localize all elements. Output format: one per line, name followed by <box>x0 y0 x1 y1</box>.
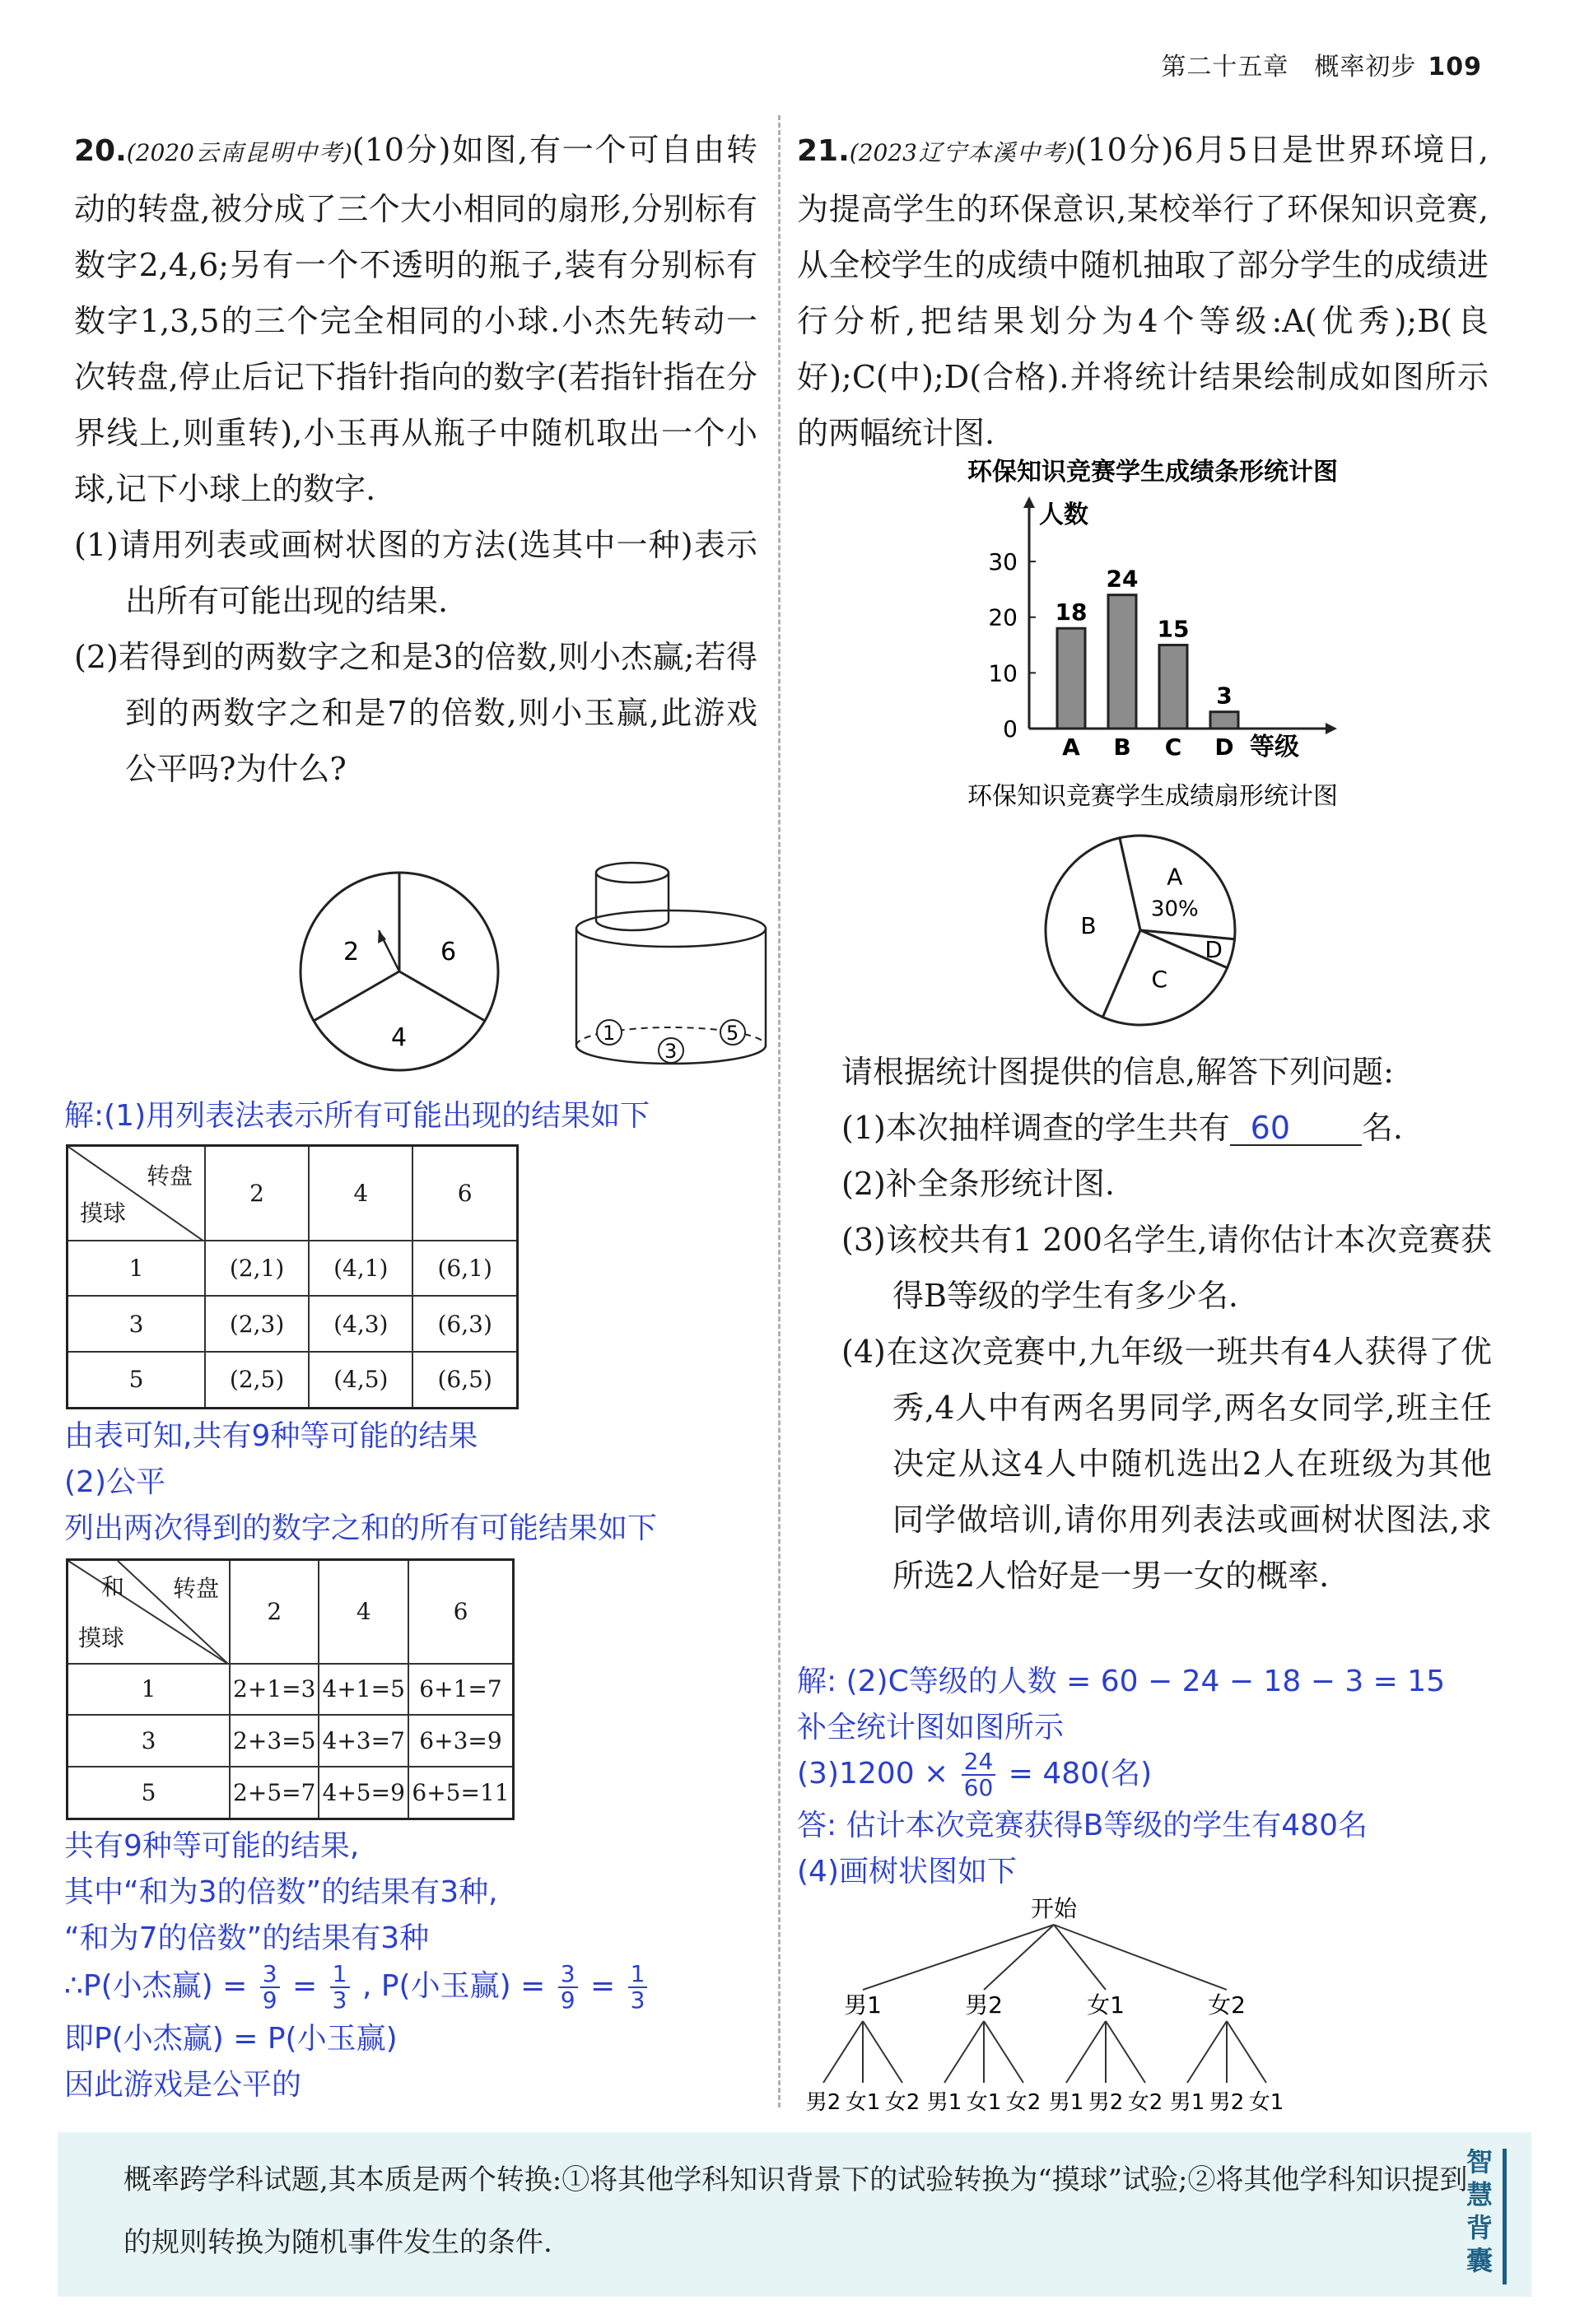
row-header: 1 <box>68 1664 231 1716</box>
fraction-numerator: 3 <box>260 1962 280 1988</box>
tree-leaf: 女1 <box>1248 2090 1284 2115</box>
ball-label: 1 <box>603 1022 616 1045</box>
answer-20-line-3: (2)公平 <box>64 1465 165 1499</box>
answer-21-line-5: (4)画树状图如下 <box>797 1855 1017 1889</box>
tree-edge <box>863 1925 1054 1990</box>
tree-node: 女2 <box>1208 1991 1246 2019</box>
calc-text: = 480(名) <box>1008 1757 1153 1791</box>
row-header: 3 <box>68 1296 206 1352</box>
tree-node: 男1 <box>844 1991 882 2019</box>
question-part-2: (2)若得到的两数字之和是3的倍数,则小杰赢;若得到的两数字之和是7的倍数,则小玉赢,此游戏公平吗?为什么? <box>74 639 757 787</box>
tree-leaf: 女2 <box>1127 2090 1163 2115</box>
table-row <box>68 1352 518 1409</box>
tree-edge <box>823 2021 863 2083</box>
question-points: (10分) <box>352 132 451 168</box>
y-axis-label: 人数 <box>1039 501 1088 529</box>
table-cell: 2+1=3 <box>230 1664 319 1716</box>
table-cell: (2,3) <box>205 1296 309 1352</box>
bar <box>1210 712 1238 729</box>
tree-diagram <box>790 1893 1284 2120</box>
table-row <box>68 1296 518 1352</box>
bar-chart <box>939 457 1367 774</box>
tip-text: 概率跨学科试题,其本质是两个转换:①将其他学科知识背景下的试验转换为“摸球”试验;②将其他学科知识提到的规则转换为随机事件发生的条件. <box>123 2163 1468 2259</box>
result-table <box>66 1144 519 1409</box>
col-header: 6 <box>408 1560 514 1664</box>
tree-edge <box>1227 2021 1266 2083</box>
table-row <box>68 1664 514 1716</box>
answer-20-line-8 <box>64 1962 650 2013</box>
corner-label-bottom: 摸球 <box>78 1623 125 1651</box>
table-row <box>68 1241 518 1297</box>
slice-annotation: 30% <box>1150 897 1199 922</box>
data-label: 24 <box>1106 565 1139 593</box>
question-part-4: (4)在这次竞赛中,九年级一班共有4人获得了优秀,4人中有两名男同学,两名女同学,班主任决定从这4人中随机选出2人在班级为其他同学做培训,请你用列表法或画树状图法,求所选2人恰好是一男一女的概率. <box>841 1334 1492 1594</box>
question-source: (2023辽宁本溪中考) <box>849 139 1075 166</box>
prob-text: , P(小玉赢) = <box>361 1969 546 2003</box>
x-tick-label: C <box>1164 734 1182 761</box>
fraction-numerator: 1 <box>628 1962 648 1988</box>
tip-label: 智慧背囊 <box>1466 2146 1493 2276</box>
answer-20-line-2: 由表可知,共有9种等可能的结果 <box>64 1419 478 1453</box>
spinner-label: 2 <box>343 938 360 966</box>
question-prompt: 请根据统计图提供的信息,解答下列问题: <box>841 1054 1394 1090</box>
equals-sign: = <box>292 1969 318 2003</box>
slice-label: A <box>1167 863 1183 891</box>
table-cell: (2,1) <box>205 1241 309 1297</box>
question-stem: 6月5日是世界环境日,为提高学生的环保意识,某校举行了环保知识竞赛,从全校学生的成绩中随机抽取了部分学生的成绩进行分析,把结果划分为4个等级:A(优秀);B(良好);C(中);D(合格).并将统计结果绘制成如图所示的两幅统计图. <box>797 132 1489 451</box>
table-cell: 6+1=7 <box>408 1664 514 1716</box>
fraction-numerator: 24 <box>962 1749 996 1776</box>
slice-label: B <box>1080 912 1097 940</box>
table-cell: 6+5=11 <box>408 1767 514 1819</box>
table-cell: (4,1) <box>309 1241 412 1297</box>
table-cell: 2+3=5 <box>230 1715 319 1767</box>
row-header: 1 <box>68 1241 206 1297</box>
column-divider <box>778 115 781 2107</box>
answer-21-line-3 <box>797 1749 1152 1800</box>
col-header: 4 <box>319 1560 408 1664</box>
bar <box>1159 645 1187 729</box>
table-cell: 4+1=5 <box>319 1664 408 1716</box>
table-cell: 6+3=9 <box>408 1715 514 1767</box>
fraction-denominator: 9 <box>262 1986 277 2014</box>
question-20 <box>74 122 757 797</box>
tree-leaf: 女2 <box>1005 2090 1041 2115</box>
question-number: 21. <box>797 134 850 168</box>
table-cell: 2+5=7 <box>230 1767 319 1819</box>
x-axis-label: 等级 <box>1250 733 1299 761</box>
question-stem: 如图,有一个可自由转动的转盘,被分成了三个大小相同的扇形,分别标有数字2,4,6;另有一个不透明的瓶子,装有分别标有数字1,3,5的三个完全相同的小球.小杰先转动一次转盘,停止后记下指针指向的数字(若指针指在分界线上,则重转),小玉再从瓶子中随机取出一个小球,记下小球上的数字. <box>74 132 758 507</box>
question-21 <box>797 122 1489 461</box>
col-header: 4 <box>309 1146 412 1241</box>
answer-20-line-4: 列出两次得到的数字之和的所有可能结果如下 <box>64 1511 658 1545</box>
col-header: 2 <box>205 1146 309 1241</box>
tree-leaf: 女1 <box>845 2090 881 2115</box>
question-number: 20. <box>74 134 127 168</box>
row-header: 5 <box>68 1767 231 1819</box>
tree-edge <box>1106 2021 1145 2083</box>
question-21-parts <box>841 1044 1492 1604</box>
fraction-denominator: 3 <box>332 1986 347 2014</box>
answer-20-line-9: 即P(小杰赢) = P(小玉赢) <box>64 2022 398 2056</box>
data-label: 15 <box>1157 615 1190 643</box>
x-axis-arrow <box>1326 723 1337 734</box>
tree-edge <box>984 1925 1054 1990</box>
fraction-numerator: 3 <box>558 1962 578 1988</box>
x-tick-label: A <box>1062 734 1080 761</box>
answer-21-line-2: 补全统计图如图所示 <box>797 1711 1065 1744</box>
bar <box>1057 628 1085 729</box>
x-tick-label: D <box>1214 734 1234 761</box>
tree-root: 开始 <box>1030 1895 1078 1922</box>
answer-blank: 60 <box>1230 1111 1362 1146</box>
pie-chart <box>939 778 1367 1050</box>
bottle-figure <box>568 856 774 1070</box>
table-cell: 4+5=9 <box>319 1767 408 1819</box>
corner-label-bottom: 摸球 <box>80 1199 127 1227</box>
table-corner-cell <box>68 1146 206 1241</box>
fraction-denominator: 60 <box>963 1774 994 1801</box>
page-header <box>1161 46 1482 82</box>
slice-label: C <box>1151 965 1168 993</box>
question-part-2: (2)补全条形统计图. <box>841 1166 1115 1202</box>
col-header: 6 <box>412 1146 517 1241</box>
y-tick-label: 0 <box>1003 715 1018 743</box>
answer-21-line-1: 解: (2)C等级的人数 = 60 − 24 − 18 − 3 = 15 <box>797 1665 1446 1698</box>
question-part-1 <box>841 1100 1492 1156</box>
ball-label: 3 <box>664 1040 678 1063</box>
equals-sign: = <box>589 1969 616 2003</box>
row-header: 5 <box>68 1352 206 1409</box>
y-tick-label: 20 <box>988 603 1018 631</box>
spinner-label: 4 <box>391 1023 408 1052</box>
table-cell: (2,5) <box>205 1352 309 1409</box>
tree-leaf: 男2 <box>1088 2090 1124 2115</box>
table-cell: (4,5) <box>309 1352 412 1409</box>
fraction-denominator: 3 <box>630 1986 645 2014</box>
slice-label: D <box>1205 935 1223 963</box>
question-part-3: (3)该校共有1 200名学生,请你估计本次竞赛获得B等级的学生有多少名. <box>841 1222 1492 1314</box>
answer-20-line-5: 共有9种等可能的结果, <box>64 1829 360 1863</box>
ball-label: 5 <box>726 1022 739 1045</box>
tree-node: 女1 <box>1087 1991 1125 2019</box>
data-label: 18 <box>1055 598 1088 626</box>
chapter-title: 第二十五章 概率初步 <box>1161 53 1417 82</box>
corner-label-top: 转盘 <box>172 1575 219 1602</box>
part-text: (1)本次抽样调查的学生共有 <box>841 1110 1230 1146</box>
sum-table <box>66 1558 515 1820</box>
col-header: 2 <box>230 1560 319 1664</box>
table-corner-cell <box>68 1560 231 1664</box>
corner-label-top: 转盘 <box>146 1162 193 1190</box>
table-row <box>68 1767 514 1819</box>
question-points: (10分) <box>1074 132 1174 168</box>
table-cell: (6,3) <box>412 1296 517 1352</box>
answer-21-line-4: 答: 估计本次竞赛获得B等级的学生有480名 <box>797 1809 1368 1842</box>
data-label: 3 <box>1216 682 1233 710</box>
tree-leaf: 男1 <box>926 2090 962 2115</box>
tree-edge <box>863 2021 902 2083</box>
tree-leaf: 男2 <box>805 2090 841 2115</box>
question-part-1: (1)请用列表或画树状图的方法(选其中一种)表示出所有可能出现的结果. <box>74 527 757 619</box>
y-tick-label: 30 <box>988 548 1018 576</box>
fraction <box>962 1749 996 1800</box>
fraction-numerator: 1 <box>330 1962 350 1988</box>
row-header: 3 <box>68 1715 231 1767</box>
fraction <box>330 1962 350 2013</box>
tree-edge <box>944 2021 984 2083</box>
tip-box <box>58 2132 1531 2297</box>
tree-leaf: 女2 <box>884 2090 920 2115</box>
tree-leaf: 男2 <box>1209 2090 1245 2115</box>
fraction <box>260 1962 280 2013</box>
part-text: 名. <box>1361 1110 1403 1146</box>
question-source: (2020云南昆明中考) <box>126 139 352 166</box>
fraction-denominator: 9 <box>560 1986 575 2014</box>
y-tick-label: 10 <box>988 659 1018 687</box>
answer-20-line-6: 其中“和为3的倍数”的结果有3种, <box>64 1875 498 1909</box>
x-tick-label: B <box>1113 734 1131 761</box>
table-cell: (6,5) <box>412 1352 517 1409</box>
calc-text: (3)1200 × <box>797 1757 949 1791</box>
tree-leaf: 男1 <box>1048 2090 1084 2115</box>
bar <box>1108 595 1136 729</box>
tree-node: 男2 <box>965 1991 1003 2019</box>
spinner-label: 6 <box>440 938 457 966</box>
tree-leaf: 女1 <box>966 2090 1002 2115</box>
tree-leaf: 男1 <box>1169 2090 1205 2115</box>
chart-title: 环保知识竞赛学生成绩条形统计图 <box>967 458 1338 487</box>
spinner-figure <box>292 864 506 1078</box>
tree-edge <box>984 2021 1023 2083</box>
answer-20-line-1: 解:(1)用列表法表示所有可能出现的结果如下 <box>64 1099 650 1133</box>
y-axis-arrow <box>1023 496 1035 508</box>
table-cell: (6,1) <box>412 1241 517 1297</box>
table-cell: (4,3) <box>309 1296 412 1352</box>
corner-label-left: 和 <box>101 1573 125 1600</box>
tip-bar <box>1503 2149 1507 2284</box>
fraction <box>628 1962 648 2013</box>
answer-20-line-7: “和为7的倍数”的结果有3种 <box>64 1921 430 1955</box>
tree-edge <box>1066 2021 1106 2083</box>
page-number: 109 <box>1428 53 1482 82</box>
chart-title: 环保知识竞赛学生成绩扇形统计图 <box>967 782 1338 811</box>
fraction <box>558 1962 578 2013</box>
prob-text: ∴P(小杰赢) = <box>64 1969 248 2003</box>
answer-20-line-10: 因此游戏是公平的 <box>64 2068 302 2102</box>
table-cell: 4+3=7 <box>319 1715 408 1767</box>
table-row <box>68 1715 514 1767</box>
tree-edge <box>1187 2021 1227 2083</box>
